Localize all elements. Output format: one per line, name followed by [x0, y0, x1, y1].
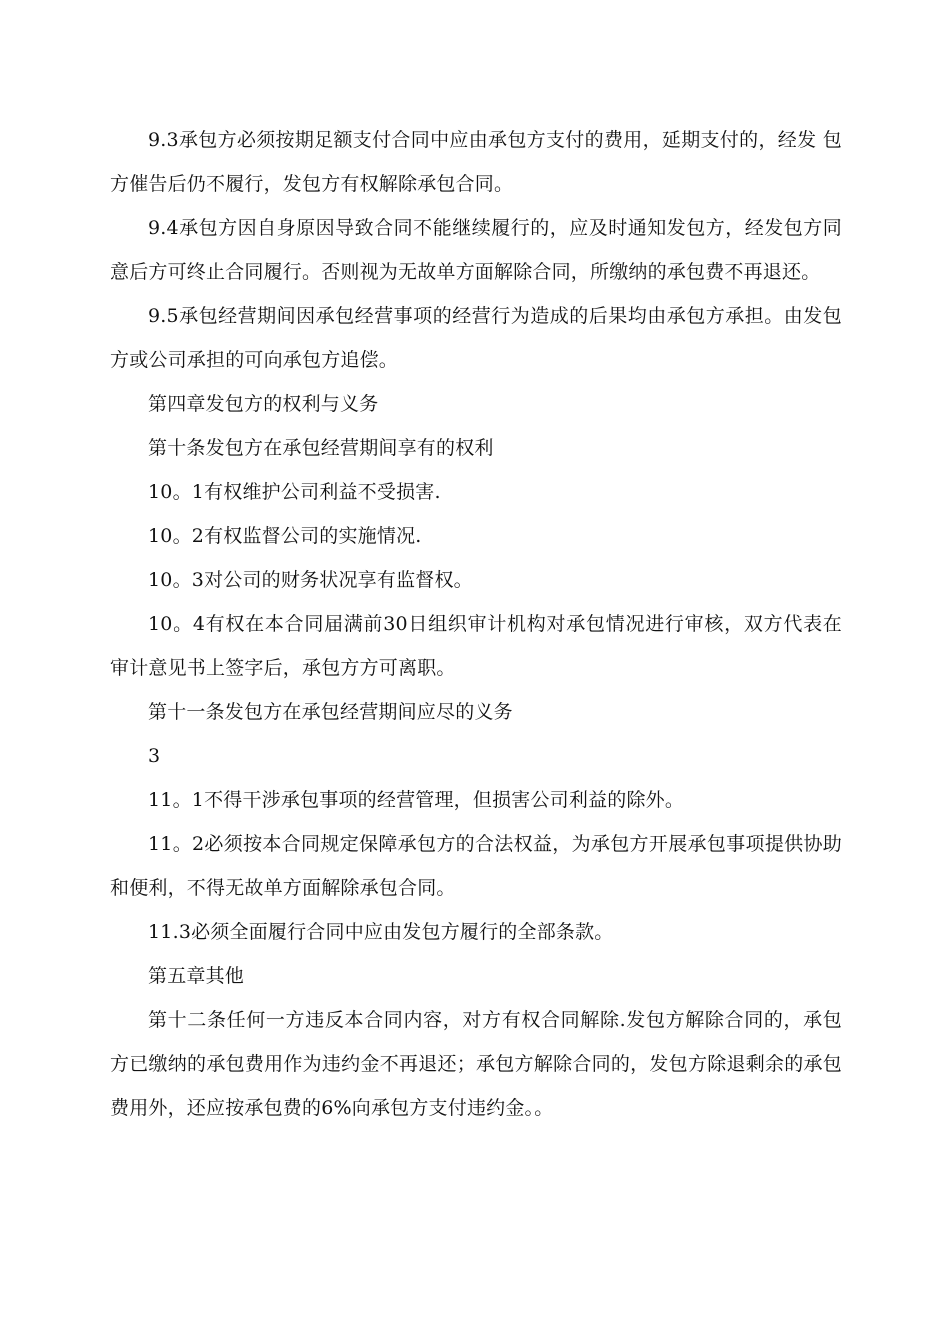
clause-9-4: 9.4承包方因自身原因导致合同不能继续履行的，应及时通知发包方，经发包方同意后方可终止合同履行。否则视为无故单方面解除合同，所缴纳的承包费不再退还。 [110, 217, 842, 283]
clause-10-3: 10。3对公司的财务状况享有监督权。 [148, 569, 473, 591]
clause-10-4: 10。4有权在本合同届满前30日组织审计机构对承包情况进行审核，双方代表在审计意见书上签字后，承包方方可离职。 [110, 613, 842, 679]
clause-10-1: 10。1有权维护公司利益不受损害. [148, 481, 441, 503]
article-10-heading: 第十条发包方在承包经营期间享有的权利 [148, 437, 494, 459]
clause-9-5: 9.5承包经营期间因承包经营事项的经营行为造成的后果均由承包方承担。由发包方或公司承担的可向承包方追偿。 [110, 305, 842, 371]
clause-10-2: 10。2有权监督公司的实施情况. [148, 525, 422, 547]
clause-11-1: 11。1不得干涉承包事项的经营管理，但损害公司利益的除外。 [148, 789, 685, 811]
article-12: 第十二条任何一方违反本合同内容，对方有权合同解除.发包方解除合同的，承包方已缴纳的承包费用作为违约金不再退还；承包方解除合同的，发包方除退剩余的承包费用外，还应按承包费的6%向承包方支付违约金。。 [110, 1009, 842, 1119]
chapter-4-heading: 第四章发包方的权利与义务 [148, 393, 379, 415]
clause-11-3: 11.3必须全面履行合同中应由发包方履行的全部条款。 [148, 921, 614, 943]
page-number: 3 [148, 745, 161, 767]
chapter-5-heading: 第五章其他 [148, 965, 245, 987]
document-page [110, 118, 842, 1130]
clause-11-2: 11。2必须按本合同规定保障承包方的合法权益，为承包方开展承包事项提供协助和便利，不得无故单方面解除承包合同。 [110, 833, 842, 899]
clause-9-3: 9.3承包方必须按期足额支付合同中应由承包方支付的费用，延期支付的，经发 包方催告后仍不履行，发包方有权解除承包合同。 [110, 129, 842, 195]
article-11-heading: 第十一条发包方在承包经营期间应尽的义务 [148, 701, 513, 723]
